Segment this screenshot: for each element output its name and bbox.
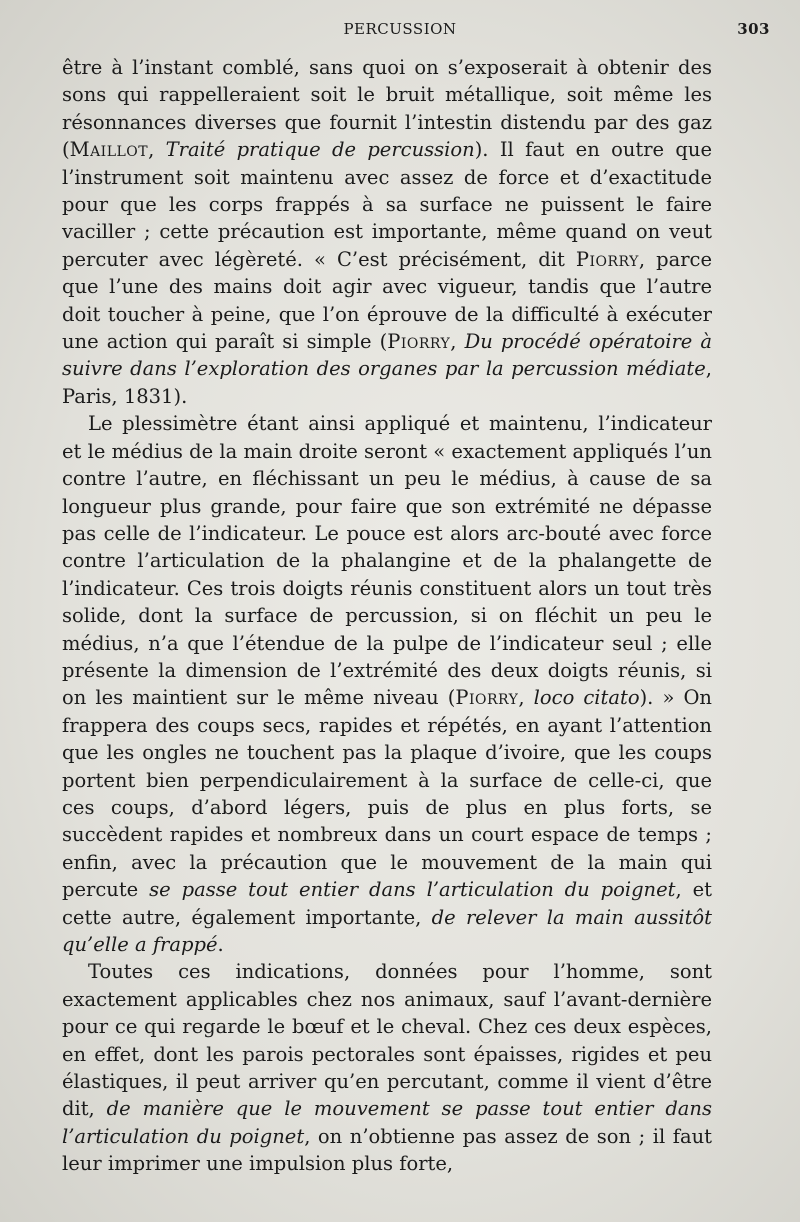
text-run: , (450, 330, 465, 354)
text-run: , et cette autre, également importante, (62, 878, 712, 929)
author-name: Piorry (455, 686, 519, 710)
text-run: ). Il faut en outre que l’instrument soit maintenu avec assez de force et d’exactitude pour que les corps frappés à sa surface ne puissent le faire vaciller ; cette précaution est importante, même quand on veut percuter avec légèreté. « C’est précisément, dit (62, 138, 712, 271)
paragraph-3 (62, 958, 712, 1177)
running-title: PERCUSSION (343, 20, 457, 38)
paragraph-1 (62, 54, 712, 410)
text-run: Toutes ces indications, données pour l’homme, sont exactement applicables chez nos animaux, sauf l’avant-dernière pour ce qui regarde le bœuf et le cheval. Chez ces deux espèces, en effet, dont les parois pectorales sont épaisses, rigides et peu élastiques, il peut arriver qu’en percutant, comme il vient d’être dit, (62, 960, 712, 1121)
paragraph-2 (62, 410, 712, 958)
italic-run: se passe tout entier dans l’articulation du poignet (149, 878, 676, 902)
author-name: Maillot (69, 138, 149, 162)
body-text (62, 54, 712, 1178)
text-run: Le plessimètre étant ainsi appliqué et maintenu, l’indicateur et le médius de la main droite seront « exactement appliqués l’un contre l’autre, en fléchissant un peu le médius, à cause de sa longueur plus grande, pour faire que son extrémité ne dépasse pas celle de l’indicateur. Le pouce est alors arc-bouté avec force contre l’articulation de la phalangine et de la phalangette de l’indicateur. Ces trois doigts réunis constituent alors un tout très solide, dont la surface de percussion, si on fléchit un peu le médius, n’a que l’étendue de la pulpe de l’indicateur seul ; elle présente la dimension de l’extrémité des deux doigts réunis, si on les maintient sur le même niveau ( (62, 412, 712, 710)
italic-run: loco citato (533, 686, 640, 710)
text-run: ). » On frappera des coups secs, rapides et répétés, en ayant l’attention que les ongles ne touchent pas la plaque d’ivoire, que les coups portent bien perpendiculairement à la surface de celle-ci, que ces coups, d’abord légers, puis de plus en plus forts, se succèdent rapides et nombreux dans un court espace de temps ; enfin, avec la précaution que le mouvement de la main qui percute (62, 686, 712, 902)
text-run: , (148, 138, 166, 162)
italic-run: Du procédé opératoire à suivre dans l’exploration des organes par la percussion médiate (62, 330, 713, 381)
running-head (0, 20, 800, 44)
text-run: , Paris, 1831). (62, 357, 712, 408)
text-run: , (518, 686, 534, 710)
italic-run: de relever la main aussitôt qu’elle a frappé (62, 905, 712, 956)
author-name: Piorry (575, 247, 639, 271)
text-run: , parce que l’une des mains doit agir avec vigueur, tandis que l’autre doit toucher à peine, que l’on éprouve de la difficulté à exécuter une action qui paraît si simple ( (62, 247, 712, 354)
page-number: 303 (737, 20, 770, 38)
text-run: , on n’obtienne pas assez de son ; il faut leur imprimer une impulsion plus forte, (62, 1124, 713, 1176)
author-name: Piorry (387, 330, 451, 354)
italic-run: de manière que le mouvement se passe tout entier dans l’articulation du poignet (62, 1097, 712, 1148)
text-run: être à l’instant comblé, sans quoi on s’exposerait à obtenir des sons qui rappelleraient soit le bruit métallique, soit même les résonnances diverses que fournit l’intestin distendu par des gaz ( (62, 56, 712, 162)
italic-run: Traité pratique de percussion (165, 138, 475, 162)
text-run: . (217, 933, 224, 956)
